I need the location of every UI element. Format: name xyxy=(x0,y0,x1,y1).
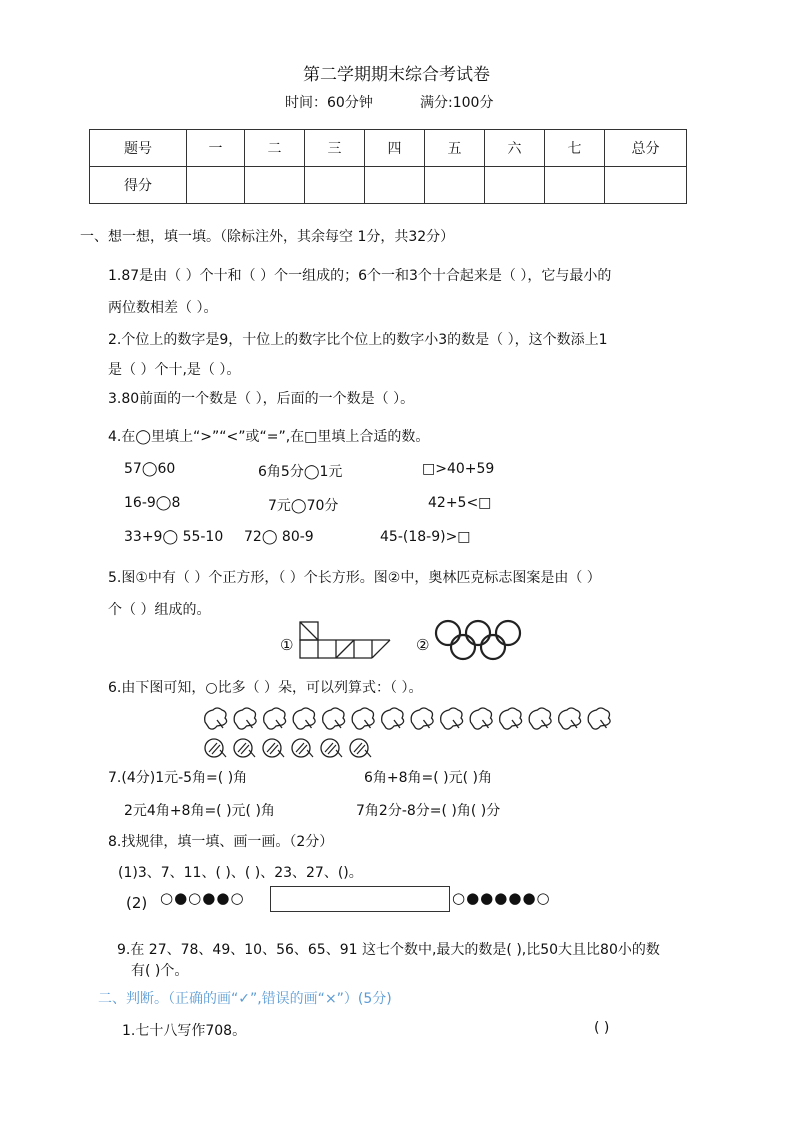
q4-item: 42+5<□ xyxy=(428,495,492,511)
flower-hatched-icon xyxy=(205,739,223,757)
flower-outline-icon xyxy=(559,708,581,729)
flower-hatch-lines xyxy=(354,743,371,757)
q8-pattern-left: ○●○●●○ xyxy=(160,889,245,907)
header-cell: 题号 xyxy=(90,130,187,167)
q9-line2: 有( )个。 xyxy=(131,963,189,979)
flower-outline-icon xyxy=(323,708,345,729)
flower-outline-icon xyxy=(205,708,227,729)
score-table-header-row xyxy=(90,130,687,167)
score-cell[interactable] xyxy=(485,167,545,204)
q8-part1: (1)3、7、11、( )、( )、23、27、()。 xyxy=(118,865,363,881)
header-cell: 总分 xyxy=(605,130,687,167)
q4-item: □>40+59 xyxy=(422,461,495,477)
flower-hatched-icon xyxy=(263,739,281,757)
olympic-rings xyxy=(434,618,524,664)
q8-part2-label: (2) xyxy=(126,894,148,912)
q7-line2-b: 7角2分-8分=( )角( )分 xyxy=(356,803,501,819)
header-cell: 五 xyxy=(425,130,485,167)
score-table-score-row xyxy=(90,167,687,204)
full-score: 满分:100分 xyxy=(420,95,494,111)
q8: 8.找规律，填一填、画一画。（2分） xyxy=(108,834,334,850)
exam-time: 时间：60分钟 xyxy=(285,95,373,111)
flower-outline-icon xyxy=(411,708,433,729)
q7-line1-a: 7.(4分)1元-5角=( )角 xyxy=(108,770,248,786)
flower-row-2 xyxy=(205,739,371,757)
header-cell: 六 xyxy=(485,130,545,167)
row-label: 得分 xyxy=(90,167,187,204)
section1-heading: 一、想一想，填一填。（除标注外，其余每空 1分，共32分） xyxy=(80,229,455,245)
flower-hatch-lines xyxy=(209,743,226,757)
q4-item: 57◯60 xyxy=(124,461,176,477)
score-cell[interactable] xyxy=(187,167,245,204)
flower-hatch-lines xyxy=(296,743,313,757)
q2-line1: 2.个位上的数字是9，十位上的数字比个位上的数字小3的数是（ ），这个数添上1 xyxy=(108,332,608,348)
q5-line1: 5.图①中有（ ）个正方形，（ ）个长方形。图②中，奥林匹克标志图案是由（ ） xyxy=(108,570,601,586)
flower-hatch-lines xyxy=(325,743,342,757)
header-cell: 四 xyxy=(365,130,425,167)
flower-outline-icon xyxy=(352,708,374,729)
q5-line2: 个（ ）组成的。 xyxy=(108,602,211,618)
judge-q1-blank[interactable]: ( ) xyxy=(594,1020,610,1036)
score-cell[interactable] xyxy=(245,167,305,204)
flower-rows xyxy=(200,704,620,764)
figure2-label: ② xyxy=(416,636,430,654)
q3: 3.80前面的一个数是（ ），后面的一个数是（ ）。 xyxy=(108,391,415,407)
q1-line2: 两位数相差（ ）。 xyxy=(108,300,218,316)
flower-outline-icon xyxy=(470,708,492,729)
q9-line1: 9.在 27、78、49、10、56、65、91 这七个数中,最大的数是( ),比50大且比80小的数 xyxy=(117,942,660,958)
q4-item: 72◯ 80-9 xyxy=(244,529,314,545)
figure1-shapes xyxy=(298,620,394,662)
flower-outline-icon xyxy=(529,708,551,729)
flower-outline-icon xyxy=(382,708,404,729)
header-cell: 三 xyxy=(305,130,365,167)
flower-outline-icon xyxy=(441,708,463,729)
flower-hatched-icon xyxy=(292,739,310,757)
judge-q1: 1.七十八写作708。 xyxy=(122,1023,247,1039)
q4-item: 6角5分◯1元 xyxy=(258,464,343,480)
page-title: 第二学期期末综合考试卷 xyxy=(303,65,490,85)
figure1-label: ① xyxy=(280,636,294,654)
q7-line1-b: 6角+8角=( )元( )角 xyxy=(364,770,493,786)
flower-outline-icon xyxy=(293,708,315,729)
header-cell: 七 xyxy=(545,130,605,167)
flower-hatched-icon xyxy=(321,739,339,757)
score-cell[interactable] xyxy=(425,167,485,204)
score-table xyxy=(89,129,687,204)
q2-line2: 是（ ）个十,是（ ）。 xyxy=(108,362,241,378)
flower-outline-icon xyxy=(264,708,286,729)
q4-item: 7元◯70分 xyxy=(268,498,339,514)
q7-line2-a: 2元4角+8角=( )元( )角 xyxy=(124,803,275,819)
q4-item: 33+9◯ 55-10 xyxy=(124,529,224,545)
q4-item: 16-9◯8 xyxy=(124,495,181,511)
flower-hatch-lines xyxy=(238,743,255,757)
q6: 6.由下图可知，○比多（ ）朵，可以列算式：（ ）。 xyxy=(108,680,423,696)
score-cell[interactable] xyxy=(305,167,365,204)
flower-outline-icon xyxy=(234,708,256,729)
header-cell: 二 xyxy=(245,130,305,167)
flower-hatched-icon xyxy=(234,739,252,757)
score-cell[interactable] xyxy=(605,167,687,204)
q4: 4.在◯里填上“>”“<”或“=”,在□里填上合适的数。 xyxy=(108,429,430,445)
q4-item: 45-(18-9)>□ xyxy=(380,529,471,545)
score-cell[interactable] xyxy=(545,167,605,204)
flower-row-1 xyxy=(205,708,610,729)
flower-hatched-icon xyxy=(350,739,368,757)
q8-pattern-right: ○●●●●●○ xyxy=(452,889,551,907)
flower-outline-icon xyxy=(500,708,522,729)
q8-drawing-box[interactable] xyxy=(270,886,450,912)
q1-line1: 1.87是由（ ）个十和（ ）个一组成的；6个一和3个十合起来是（ ），它与最小的 xyxy=(108,268,612,284)
score-cell[interactable] xyxy=(365,167,425,204)
flower-outline-icon xyxy=(588,708,610,729)
flower-hatch-lines xyxy=(267,743,284,757)
header-cell: 一 xyxy=(187,130,245,167)
section2-heading: 二、判断。（正确的画“✓”,错误的画“×”）(5分) xyxy=(98,991,392,1007)
